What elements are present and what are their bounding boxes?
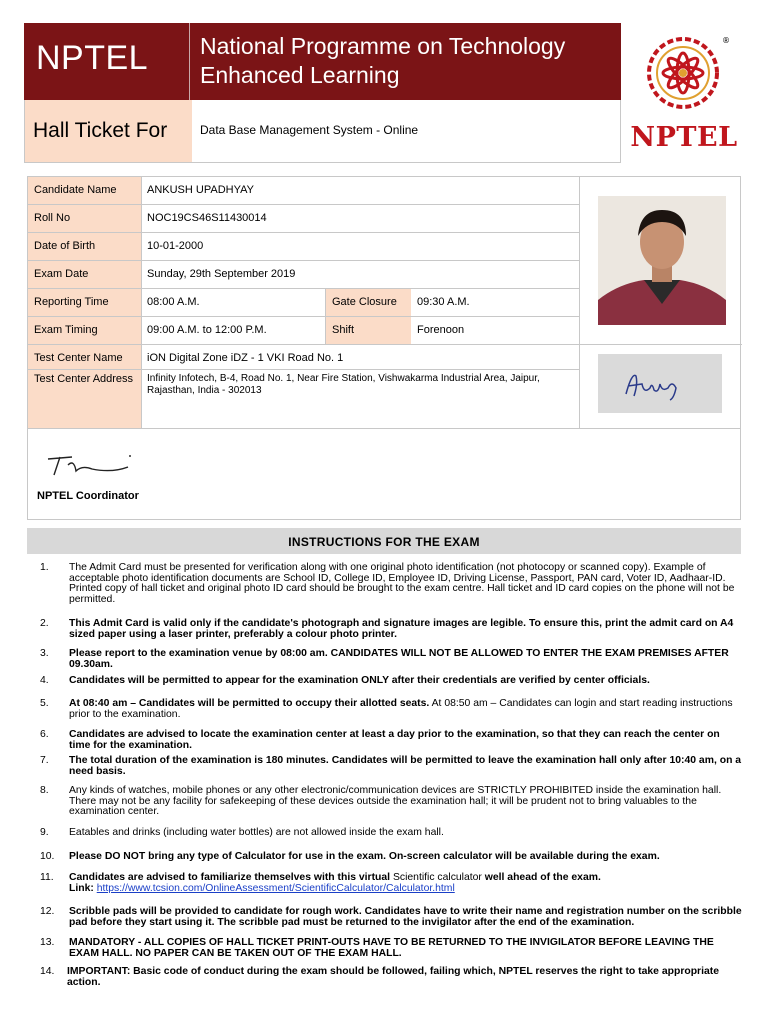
- candidate-name: ANKUSH UPADHYAY: [147, 184, 254, 196]
- row-exam-timing: Exam Timing 09:00 A.M. to 12:00 P.M. Shift Forenoon: [28, 317, 580, 344]
- logo-wordmark: NPTEL: [630, 122, 738, 153]
- coordinator-signature: [42, 447, 142, 481]
- row-candidate-name: Candidate Name ANKUSH UPADHYAY: [34, 184, 254, 196]
- header-banner: [24, 23, 621, 100]
- row-test-address: Test Center Address Infinity Infotech, B-4, Road No. 1, Near Fire Station, Vishwakarma Industrial Area, Jaipur, Rajasthan, India - 302013: [28, 370, 580, 428]
- nptel-logo: [623, 23, 745, 153]
- programme-line-1: National Programme on Technology: [200, 33, 566, 59]
- hall-ticket-label: Hall Ticket For: [25, 100, 192, 162]
- row-roll-no: Roll No NOC19CS46S11430014: [34, 212, 267, 224]
- registered-mark: ®: [722, 36, 730, 45]
- exam-date: Sunday, 29th September 2019: [147, 268, 296, 280]
- signature-image: [598, 354, 722, 413]
- reporting-time: 08:00 A.M.: [147, 296, 200, 308]
- programme-line-2: Enhanced Learning: [200, 62, 400, 88]
- candidate-photo: [598, 196, 726, 325]
- programme-name: [200, 32, 565, 90]
- exam-timing: 09:00 A.M. to 12:00 P.M.: [147, 324, 267, 336]
- calculator-link[interactable]: https://www.tcsion.com/OnlineAssessment/ScientificCalculator/Calculator.html: [96, 882, 455, 894]
- candidate-details: [27, 176, 741, 429]
- instructions-heading: INSTRUCTIONS FOR THE EXAM: [27, 528, 741, 554]
- test-center-address: Infinity Infotech, B-4, Road No. 1, Near Fire Station, Vishwakarma Industrial Area, Jaipur, Rajasthan, India - 302013: [147, 373, 540, 396]
- candidate-signature: [598, 354, 722, 413]
- course-name: Data Base Management System - Online: [200, 123, 419, 137]
- roll-no: NOC19CS46S11430014: [147, 212, 267, 224]
- row-dob: Date of Birth 10-01-2000: [34, 240, 204, 252]
- hall-ticket-bar: [24, 100, 621, 163]
- photo-image: [598, 196, 726, 325]
- coordinator-block: [27, 429, 741, 520]
- gate-closure: 09:30 A.M.: [417, 296, 470, 308]
- shift: Forenoon: [417, 324, 465, 336]
- row-test-center: Test Center Name iON Digital Zone iDZ - 1 VKI Road No. 1: [34, 352, 344, 364]
- test-center-name: iON Digital Zone iDZ - 1 VKI Road No. 1: [147, 352, 344, 364]
- row-reporting: Reporting Time 08:00 A.M. Gate Closure 09:30 A.M.: [28, 289, 580, 316]
- logo-emblem-icon: [623, 23, 745, 113]
- coordinator-title: NPTEL Coordinator: [37, 490, 139, 502]
- brand-title: NPTEL: [24, 23, 190, 100]
- row-exam-date: Exam Date Sunday, 29th September 2019: [34, 268, 296, 280]
- date-of-birth: 10-01-2000: [147, 240, 204, 252]
